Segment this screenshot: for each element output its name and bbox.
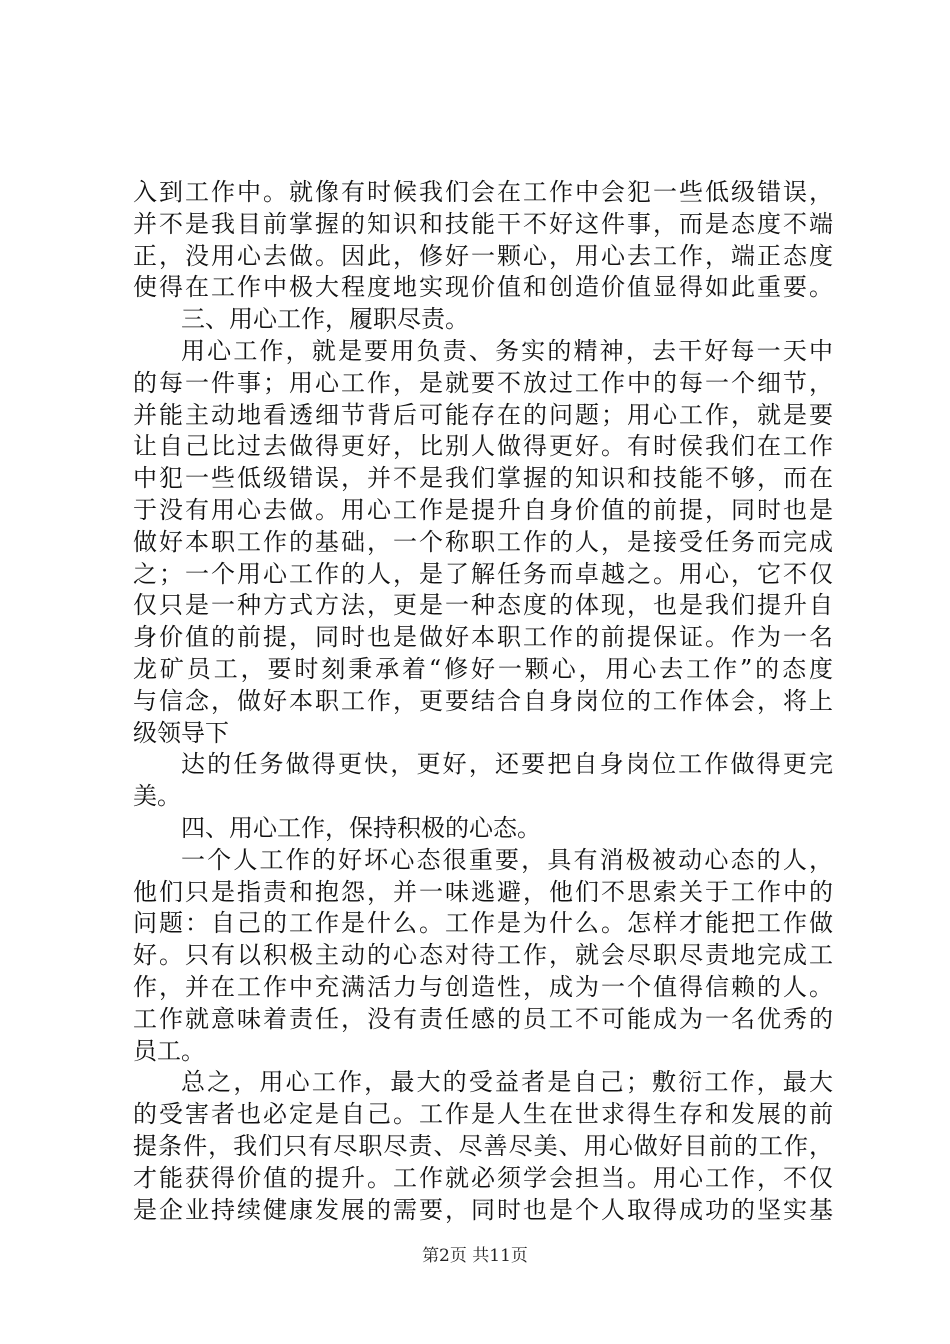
text-line: 好。只有以积极主动的心态对待工作，就会尽职尽责地完成工 — [133, 941, 833, 970]
text-line: 之；一个用心工作的人，是了解任务而卓越之。用心，它不仅 — [133, 559, 833, 588]
text-line: 总之，用心工作，最大的受益者是自己；敷衍工作，最大 — [181, 1068, 833, 1097]
text-line: 正，没用心去做。因此，修好一颗心，用心去工作，端正态度 — [133, 241, 833, 270]
text-line: 美。 — [133, 782, 181, 811]
text-line: 入到工作中。就像有时候我们会在工作中会犯一些低级错误， — [133, 178, 833, 206]
text-line: 使得在工作中极大程度地实现价值和创造价值显得如此重要。 — [133, 273, 833, 302]
document-body — [133, 177, 833, 1226]
text-line: 的受害者也必定是自己。工作是人生在世求得生存和发展的前 — [133, 1100, 833, 1129]
text-line: 三、用心工作，履职尽责。 — [181, 305, 469, 334]
text-line: 工作就意味着责任，没有责任感的员工不可能成为一名优秀的 — [133, 1004, 833, 1033]
text-line: 用心工作，就是要用负责、务实的精神，去干好每一天中 — [181, 336, 833, 365]
text-line: 中犯一些低级错误，并不是我们掌握的知识和技能不够，而在 — [133, 464, 833, 493]
text-line: 员工。 — [133, 1036, 205, 1065]
text-line: 于没有用心去做。用心工作是提升自身价值的前提，同时也是 — [133, 495, 833, 524]
text-line: 做好本职工作的基础，一个称职工作的人，是接受任务而完成 — [133, 527, 833, 556]
text-line: 仅只是一种方式方法，更是一种态度的体现，也是我们提升自 — [133, 591, 833, 620]
text-line: 才能获得价值的提升。工作就必须学会担当。用心工作，不仅 — [133, 1163, 833, 1192]
text-line: 让自己比过去做得更好，比别人做得更好。有时侯我们在工作 — [133, 432, 833, 461]
text-line: 问题：自己的工作是什么。工作是为什么。怎样才能把工作做 — [133, 909, 833, 938]
text-line: 身价值的前提，同时也是做好本职工作的前提保证。作为一名 — [133, 623, 833, 652]
text-line: 提条件，我们只有尽职尽责、尽善尽美、用心做好目前的工作， — [133, 1131, 833, 1160]
text-line: 作，并在工作中充满活力与创造性，成为一个值得信赖的人。 — [133, 972, 833, 1001]
text-line: 四、用心工作，保持积极的心态。 — [181, 813, 541, 842]
text-line: 并能主动地看透细节背后可能存在的问题；用心工作，就是要 — [133, 400, 833, 429]
text-line: 一个人工作的好坏心态很重要，具有消极被动心态的人， — [181, 845, 833, 874]
text-line: 并不是我目前掌握的知识和技能干不好这件事，而是态度不端 — [133, 209, 833, 238]
text-line: 级领导下 — [133, 718, 229, 747]
text-line: 的每一件事；用心工作，是就要不放过工作中的每一个细节， — [133, 368, 833, 397]
text-line: 龙矿员工，要时刻秉承着“修好一颗心，用心去工作”的态度 — [133, 654, 833, 683]
text-line: 他们只是指责和抱怨，并一味逃避，他们不思索关于工作中的 — [133, 877, 833, 906]
text-line: 与信念，做好本职工作，更要结合自身岗位的工作体会，将上 — [133, 686, 833, 715]
text-line: 达的任务做得更快，更好，还要把自身岗位工作做得更完 — [181, 750, 833, 779]
page-footer: 第2页 共11页 — [422, 1246, 528, 1266]
text-line: 是企业持续健康发展的需要，同时也是个人取得成功的坚实基 — [133, 1195, 833, 1224]
